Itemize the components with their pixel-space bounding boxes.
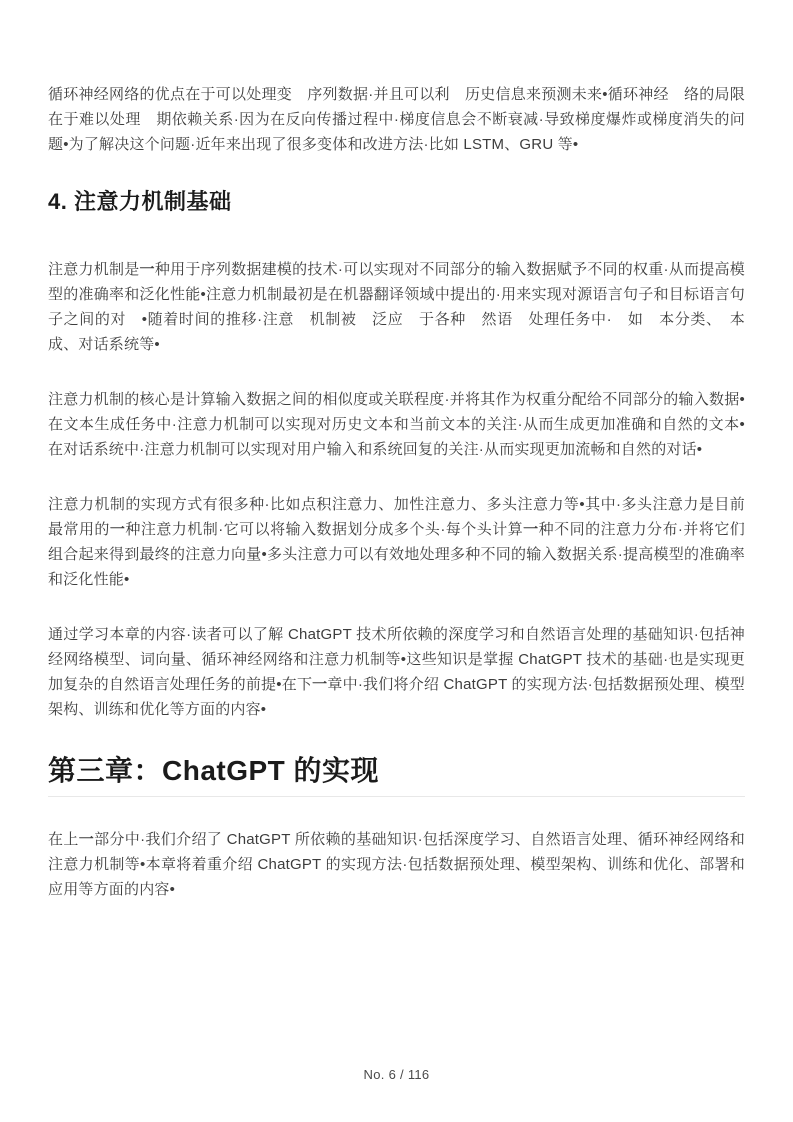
paragraph-attention-implementations: 注意力机制的实现方式有很多种·比如点积注意力、加性注意力、多头注意力等•其中·多头注意力是目前最常用的一种注意力机制·它可以将输入数据划分成多个头·每个头计算一种不同的注意力分布·并将它们组合起来得到最终的注意力向量•多头注意力可以有效地处理多种不同的输入数据关系·提高模型的准确率和泛化性能• <box>48 496 746 588</box>
paragraph-chapter3-intro: 在上一部分中·我们介绍了 ChatGPT 所依赖的基础知识·包括深度学习、自然语言处理、循环神经网络和注意力机制等•本章将着重介绍 ChatGPT 的实现方法·包括数据预处理、模型架构、训练和优化、部署和应用等方面的内容• <box>48 831 746 898</box>
chapter-heading-chatgpt-implementation: 第三章：ChatGPT 的实现 <box>48 752 745 797</box>
paragraph-rnn-limitations: 循环神经网络的优点在于可以处理变 序列数据·并且可以利 历史信息来预测未来•循环神经 络的局限在于难以处理 期依赖关系·因为在反向传播过程中·梯度信息会不断衰减·导致梯度爆炸或梯度消失的问题•为了解决这个问题·近年来出现了很多变体和改进方法·比如 LSTM、GRU 等• <box>48 86 745 153</box>
paragraph-attention-core: 注意力机制的核心是计算输入数据之间的相似度或关联程度·并将其作为权重分配给不同部分的输入数据•在文本生成任务中·注意力机制可以实现对历史文本和当前文本的关注·从而生成更加准确和自然的文本•在对话系统中·注意力机制可以实现对用户输入和系统回复的关注·从而实现更加流畅和自然的对话• <box>48 391 745 458</box>
paragraph-chapter-summary: 通过学习本章的内容·读者可以了解 ChatGPT 技术所依赖的深度学习和自然语言处理的基础知识·包括神经网络模型、词向量、循环神经网络和注意力机制等•这些知识是掌握 ChatGPT 技术的基础·也是实现更加复杂的自然语言处理任务的前提•在下一章中·我们将介绍 ChatGPT 的实现方法·包括数据预处理、模型架构、训练和优化等方面的内容• <box>48 626 745 718</box>
page-number: No. 6 / 116 <box>363 1067 430 1082</box>
section-heading-attention-basics: 4. 注意力机制基础 <box>48 189 232 214</box>
paragraph-attention-intro: 注意力机制是一种用于序列数据建模的技术·可以实现对不同部分的输入数据赋予不同的权重·从而提高模型的准确率和泛化性能•注意力机制最初是在机器翻译领域中提出的·用来实现对源语言句子和目标语言句子之间的对 •随着时间的推移·注意 机制被 泛应 于各种 然语 处理任务中· 如 本分类、 本 成、对话系统等• <box>48 261 761 353</box>
